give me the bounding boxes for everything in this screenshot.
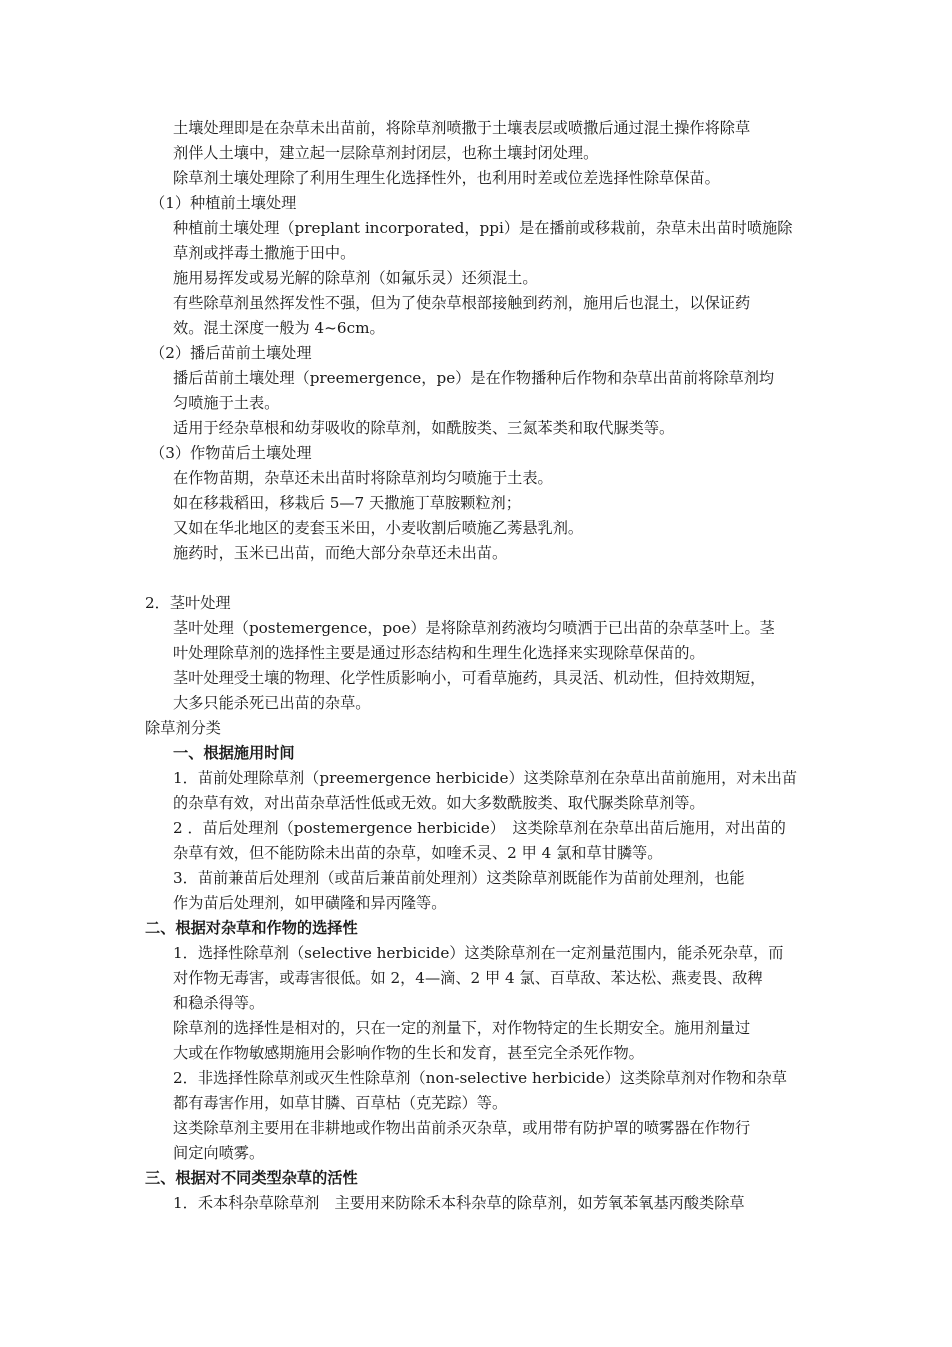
text-line: （3）作物苗后土壤处理	[150, 444, 312, 462]
text-line: 在作物苗期，杂草还未出苗时将除草剂均匀喷施于土表。	[173, 469, 553, 487]
text-line: 叶处理除草剂的选择性主要是通过形态结构和生理生化选择来实现除草保苗的。	[173, 644, 705, 662]
text-line: 草剂或拌毒土撒施于田中。	[173, 244, 356, 262]
text-line: 土壤处理即是在杂草未出苗前，将除草剂喷撒于土壤表层或喷撒后通过混土操作将除草	[173, 119, 751, 137]
blank-line	[145, 566, 815, 591]
text-line: 杂草有效，但不能防除未出苗的杂草，如喹禾灵、2 甲 4 氯和草甘膦等。	[173, 844, 663, 862]
text-line: 大或在作物敏感期施用会影响作物的生长和发育，甚至完全杀死作物。	[173, 1044, 644, 1062]
text-line: 除草剂的选择性是相对的，只在一定的剂量下，对作物特定的生长期安全。施用剂量过	[173, 1019, 751, 1037]
text-line: 适用于经杂草根和幼芽吸收的除草剂，如酰胺类、三氮苯类和取代脲类等。	[173, 419, 675, 437]
text-line: 2．茎叶处理	[145, 594, 231, 612]
text-line: 1．禾本科杂草除草剂 主要用来防除禾本科杂草的除草剂，如芳氧苯氧基丙酸类除草	[173, 1194, 745, 1212]
text-line: （2）播后苗前土壤处理	[150, 344, 312, 362]
section-heading: 二、根据对杂草和作物的选择性	[145, 919, 358, 937]
text-line: 施用易挥发或易光解的除草剂（如氟乐灵）还须混土。	[173, 269, 538, 287]
text-line: 匀喷施于土表。	[173, 394, 280, 412]
text-line: 1．苗前处理除草剂（preemergence herbicide）这类除草剂在杂草出苗前施用，对未出苗	[173, 769, 798, 787]
text-line: 间定向喷雾。	[173, 1144, 265, 1162]
text-line: 除草剂土壤处理除了利用生理生化选择性外，也利用时差或位差选择性除草保苗。	[173, 169, 720, 187]
text-line: 3．苗前兼苗后处理剂（或苗后兼苗前处理剂）这类除草剂既能作为苗前处理剂，也能	[173, 869, 745, 887]
text-line: 又如在华北地区的麦套玉米田，小麦收割后喷施乙莠悬乳剂。	[173, 519, 584, 537]
document-body	[145, 116, 815, 1216]
text-line: 除草剂分类	[145, 719, 221, 737]
text-line: 的杂草有效，对出苗杂草活性低或无效。如大多数酰胺类、取代脲类除草剂等。	[173, 794, 705, 812]
text-line: 2 ．苗后处理剂（postemergence herbicide） 这类除草剂在杂草出苗后施用，对出苗的	[173, 819, 786, 837]
text-line: 剂伴人土壤中，建立起一层除草剂封闭层，也称土壤封闭处理。	[173, 144, 599, 162]
text-line: 播后苗前土壤处理（preemergence，pe）是在作物播种后作物和杂草出苗前将除草剂均	[173, 369, 775, 387]
text-line: 有些除草剂虽然挥发性不强，但为了使杂草根部接触到药剂，施用后也混土，以保证药	[173, 294, 751, 312]
text-line: 都有毒害作用，如草甘膦、百草枯（克芜踪）等。	[173, 1094, 508, 1112]
section-heading: 三、根据对不同类型杂草的活性	[145, 1169, 358, 1187]
text-line: 施药时，玉米已出苗，而绝大部分杂草还未出苗。	[173, 544, 508, 562]
text-line: 大多只能杀死已出苗的杂草。	[173, 694, 371, 712]
section-heading: 一、根据施用时间	[173, 744, 295, 762]
text-line: 对作物无毒害，或毒害很低。如 2，4—滴、2 甲 4 氯、百草敌、苯达松、燕麦畏、敌稗	[173, 969, 763, 987]
text-line: 种植前土壤处理（preplant incorporated，ppi）是在播前或移栽前，杂草未出苗时喷施除	[173, 219, 793, 237]
text-line: 效。混土深度一般为 4~6cm。	[173, 319, 385, 337]
text-line: 茎叶处理（postemergence，poe）是将除草剂药液均匀喷洒于已出苗的杂草茎叶上。茎	[173, 619, 775, 637]
text-line: 这类除草剂主要用在非耕地或作物出苗前杀灭杂草，或用带有防护罩的喷雾器在作物行	[173, 1119, 751, 1137]
text-line: 如在移栽稻田，移栽后 5—7 天撒施丁草胺颗粒剂；	[173, 494, 521, 512]
text-line: 和稳杀得等。	[173, 994, 265, 1012]
text-line: （1）种植前土壤处理	[150, 194, 297, 212]
text-line: 茎叶处理受土壤的物理、化学性质影响小，可看草施药，具灵活、机动性，但持效期短，	[173, 669, 766, 687]
text-line: 作为苗后处理剂，如甲磺隆和异丙隆等。	[173, 894, 447, 912]
text-line: 2．非选择性除草剂或灭生性除草剂（non-selective herbicide）这类除草剂对作物和杂草	[173, 1069, 787, 1087]
text-line: 1．选择性除草剂（selective herbicide）这类除草剂在一定剂量范围内，能杀死杂草，而	[173, 944, 784, 962]
